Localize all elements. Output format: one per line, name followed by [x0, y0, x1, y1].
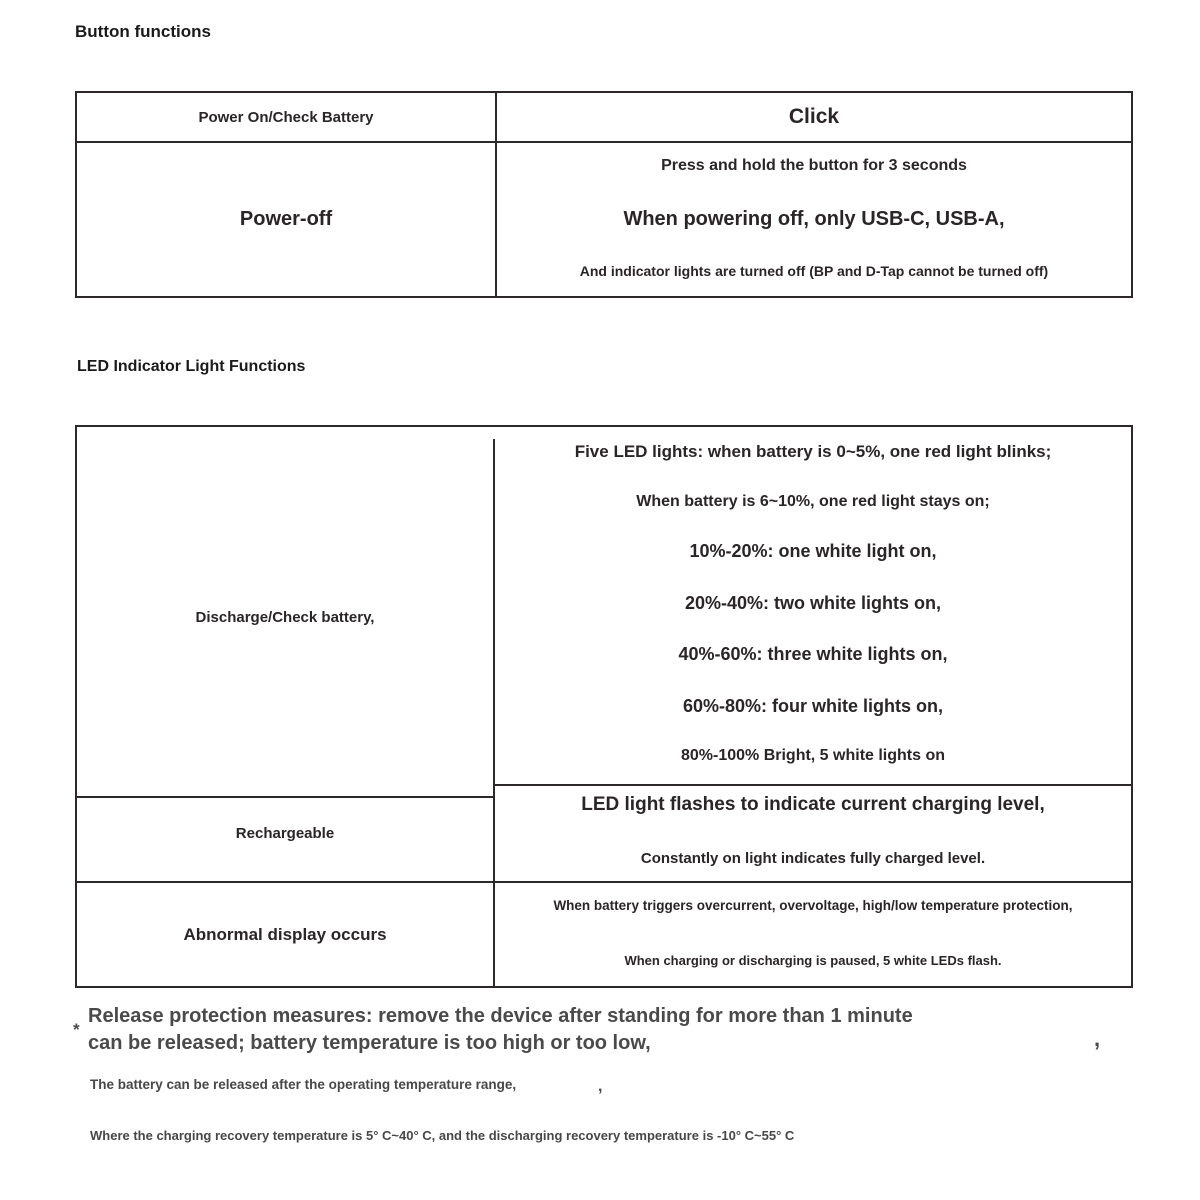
footnote-operating-line: The battery can be released after the operating temperature range, — [90, 1077, 517, 1092]
abnormal-line: When charging or discharging is paused, 5 white LEDs flash. — [624, 953, 1002, 968]
cell-power-off-label: Power-off — [77, 143, 497, 296]
discharge-line: 80%-100% Bright, 5 white lights on — [680, 747, 946, 764]
cell-click-value: Click — [497, 93, 1131, 143]
discharge-line: Five LED lights: when battery is 0~5%, one red light blinks; — [574, 442, 1052, 461]
rechargeable-line: LED light flashes to indicate current charging level, — [581, 794, 1045, 815]
footnote-asterisk: * — [73, 1020, 80, 1039]
cell-rechargeable-description — [495, 786, 1131, 883]
heading-button-functions: Button functions — [75, 22, 211, 41]
cell-power-off-description — [497, 143, 1131, 296]
cell-discharge-label: Discharge/Check battery, — [77, 439, 495, 798]
cell-abnormal-description — [495, 883, 1131, 986]
cell-abnormal-label: Abnormal display occurs — [77, 883, 495, 986]
heading-led-indicator-functions: LED Indicator Light Functions — [77, 358, 306, 375]
discharge-line: 40%-60%: three white lights on, — [678, 644, 948, 664]
power-off-line: Press and hold the button for 3 seconds — [661, 157, 967, 174]
discharge-line: 60%-80%: four white lights on, — [682, 695, 944, 716]
button-functions-table — [75, 91, 1133, 298]
cell-discharge-description — [495, 427, 1131, 786]
footnote-trailing-comma: , — [598, 1078, 603, 1095]
abnormal-line: When battery triggers overcurrent, overvoltage, high/low temperature protection, — [553, 898, 1073, 913]
cell-power-on-label: Power On/Check Battery — [77, 93, 497, 143]
footnote-release-line-2: can be released; battery temperature is too high or too low, — [88, 1032, 651, 1054]
discharge-line: 20%-40%: two white lights on, — [684, 592, 942, 613]
discharge-line: When battery is 6~10%, one red light stays on; — [636, 492, 990, 510]
footnote-recovery-line: Where the charging recovery temperature is 5° C~40° C, and the discharging recovery temperature is -10° C~55° C — [90, 1128, 795, 1143]
footnote-trailing-comma: , — [1094, 1026, 1101, 1051]
led-indicator-table — [75, 425, 1133, 988]
power-off-line: And indicator lights are turned off (BP and D-Tap cannot be turned off) — [579, 263, 1049, 279]
footnote-release-line-1: Release protection measures: remove the device after standing for more than 1 minute — [88, 1005, 913, 1027]
power-off-line: When powering off, only USB-C, USB-A, — [623, 207, 1005, 230]
rechargeable-line: Constantly on light indicates fully charged level. — [640, 850, 986, 867]
discharge-line: 10%-20%: one white light on, — [689, 541, 937, 561]
cell-rechargeable-label: Rechargeable — [77, 786, 495, 883]
